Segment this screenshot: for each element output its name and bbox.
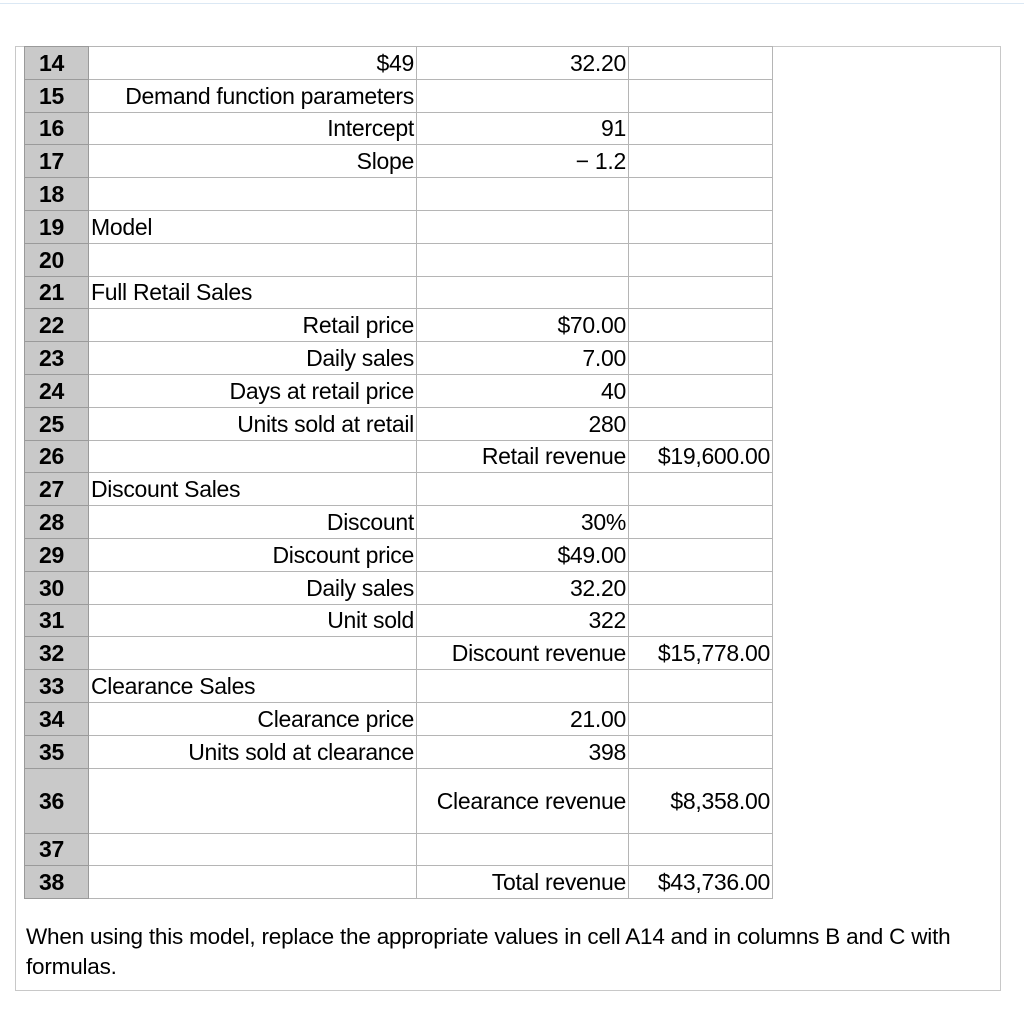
row-header: 37 — [25, 833, 89, 866]
cell-b — [417, 473, 629, 506]
cell-b: Clearance revenue — [417, 768, 629, 833]
cell-c — [629, 571, 773, 604]
row-header: 17 — [25, 145, 89, 178]
table-row — [25, 79, 773, 112]
section-label: Clearance Sales — [89, 670, 417, 703]
cell-b: 32.20 — [417, 571, 629, 604]
cell-b: Total revenue — [417, 866, 629, 899]
cell-a — [89, 440, 417, 473]
cell-b: 40 — [417, 374, 629, 407]
cell-b: 398 — [417, 735, 629, 768]
cell-b — [417, 833, 629, 866]
row-header: 31 — [25, 604, 89, 637]
table-row — [25, 866, 773, 899]
cell-a: Slope — [89, 145, 417, 178]
cell-a: Daily sales — [89, 571, 417, 604]
table-row — [25, 112, 773, 145]
cell-a: Units sold at clearance — [89, 735, 417, 768]
row-header: 34 — [25, 702, 89, 735]
cell-b: 7.00 — [417, 342, 629, 375]
cell-a — [89, 178, 417, 211]
cell-a: Units sold at retail — [89, 407, 417, 440]
cell-c — [629, 407, 773, 440]
cell-c — [629, 243, 773, 276]
cell-c — [629, 702, 773, 735]
table-row — [25, 440, 773, 473]
table-row — [25, 637, 773, 670]
cell-c — [629, 506, 773, 539]
cell-c: $19,600.00 — [629, 440, 773, 473]
table-row — [25, 735, 773, 768]
row-header: 18 — [25, 178, 89, 211]
table-row — [25, 538, 773, 571]
cell-b: 21.00 — [417, 702, 629, 735]
row-header: 29 — [25, 538, 89, 571]
cell-a — [89, 243, 417, 276]
table-row — [25, 243, 773, 276]
section-label: Discount Sales — [89, 473, 417, 506]
table-row — [25, 768, 773, 833]
cell-b — [417, 243, 629, 276]
cell-c: $8,358.00 — [629, 768, 773, 833]
row-header: 26 — [25, 440, 89, 473]
cell-c — [629, 342, 773, 375]
cell-a: Clearance price — [89, 702, 417, 735]
cell-c — [629, 473, 773, 506]
table-row — [25, 145, 773, 178]
row-header: 16 — [25, 112, 89, 145]
cell-a — [89, 637, 417, 670]
cell-a: Unit sold — [89, 604, 417, 637]
table-row — [25, 374, 773, 407]
cell-b: 280 — [417, 407, 629, 440]
table-row — [25, 833, 773, 866]
cell-c — [629, 735, 773, 768]
row-header: 21 — [25, 276, 89, 309]
cell-c — [629, 112, 773, 145]
cell-b: Discount revenue — [417, 637, 629, 670]
row-header: 27 — [25, 473, 89, 506]
cell-c — [629, 79, 773, 112]
table-row — [25, 210, 773, 243]
cell-a: Days at retail price — [89, 374, 417, 407]
cell-c — [629, 210, 773, 243]
cell-b — [417, 178, 629, 211]
cell-a: Retail price — [89, 309, 417, 342]
table-row — [25, 604, 773, 637]
cell-b — [417, 210, 629, 243]
table-row — [25, 670, 773, 703]
table-row — [25, 342, 773, 375]
row-header: 22 — [25, 309, 89, 342]
cell-c — [629, 670, 773, 703]
cell-a — [89, 768, 417, 833]
row-header: 20 — [25, 243, 89, 276]
cell-b: Retail revenue — [417, 440, 629, 473]
row-header: 14 — [25, 47, 89, 80]
section-label: Model — [89, 210, 417, 243]
top-divider — [0, 3, 1024, 4]
cell-a: $49 — [89, 47, 417, 80]
cell-c — [629, 47, 773, 80]
cell-c: $15,778.00 — [629, 637, 773, 670]
cell-a: Intercept — [89, 112, 417, 145]
cell-c — [629, 178, 773, 211]
cell-c — [629, 145, 773, 178]
cell-b: 91 — [417, 112, 629, 145]
cell-c — [629, 604, 773, 637]
table-row — [25, 309, 773, 342]
row-header: 36 — [25, 768, 89, 833]
cell-b: $70.00 — [417, 309, 629, 342]
cell-b — [417, 276, 629, 309]
cell-a: Discount price — [89, 538, 417, 571]
cell-b: − 1.2 — [417, 145, 629, 178]
cell-c — [629, 833, 773, 866]
cell-b — [417, 670, 629, 703]
cell-b: 30% — [417, 506, 629, 539]
cell-b: 322 — [417, 604, 629, 637]
spreadsheet-table — [24, 46, 773, 899]
table-row — [25, 571, 773, 604]
row-header: 35 — [25, 735, 89, 768]
cell-a: Discount — [89, 506, 417, 539]
cell-c — [629, 276, 773, 309]
table-row — [25, 276, 773, 309]
cell-c — [629, 538, 773, 571]
cell-c — [629, 374, 773, 407]
row-header: 32 — [25, 637, 89, 670]
row-header: 15 — [25, 79, 89, 112]
row-header: 33 — [25, 670, 89, 703]
row-header: 25 — [25, 407, 89, 440]
table-row — [25, 47, 773, 80]
cell-c: $43,736.00 — [629, 866, 773, 899]
table-row — [25, 506, 773, 539]
cell-a — [89, 833, 417, 866]
table-row — [25, 407, 773, 440]
row-header: 19 — [25, 210, 89, 243]
cell-b — [417, 79, 629, 112]
cell-b: 32.20 — [417, 47, 629, 80]
instruction-note: When using this model, replace the appropriate values in cell A14 and in columns B and C with formulas. — [26, 924, 951, 979]
cell-a: Daily sales — [89, 342, 417, 375]
row-header: 38 — [25, 866, 89, 899]
row-header: 30 — [25, 571, 89, 604]
cell-a: Demand function parameters — [89, 79, 417, 112]
table-row — [25, 702, 773, 735]
section-label: Full Retail Sales — [89, 276, 417, 309]
row-header: 24 — [25, 374, 89, 407]
row-header: 23 — [25, 342, 89, 375]
table-row — [25, 473, 773, 506]
cell-a — [89, 866, 417, 899]
table-row — [25, 178, 773, 211]
row-header: 28 — [25, 506, 89, 539]
cell-c — [629, 309, 773, 342]
cell-b: $49.00 — [417, 538, 629, 571]
